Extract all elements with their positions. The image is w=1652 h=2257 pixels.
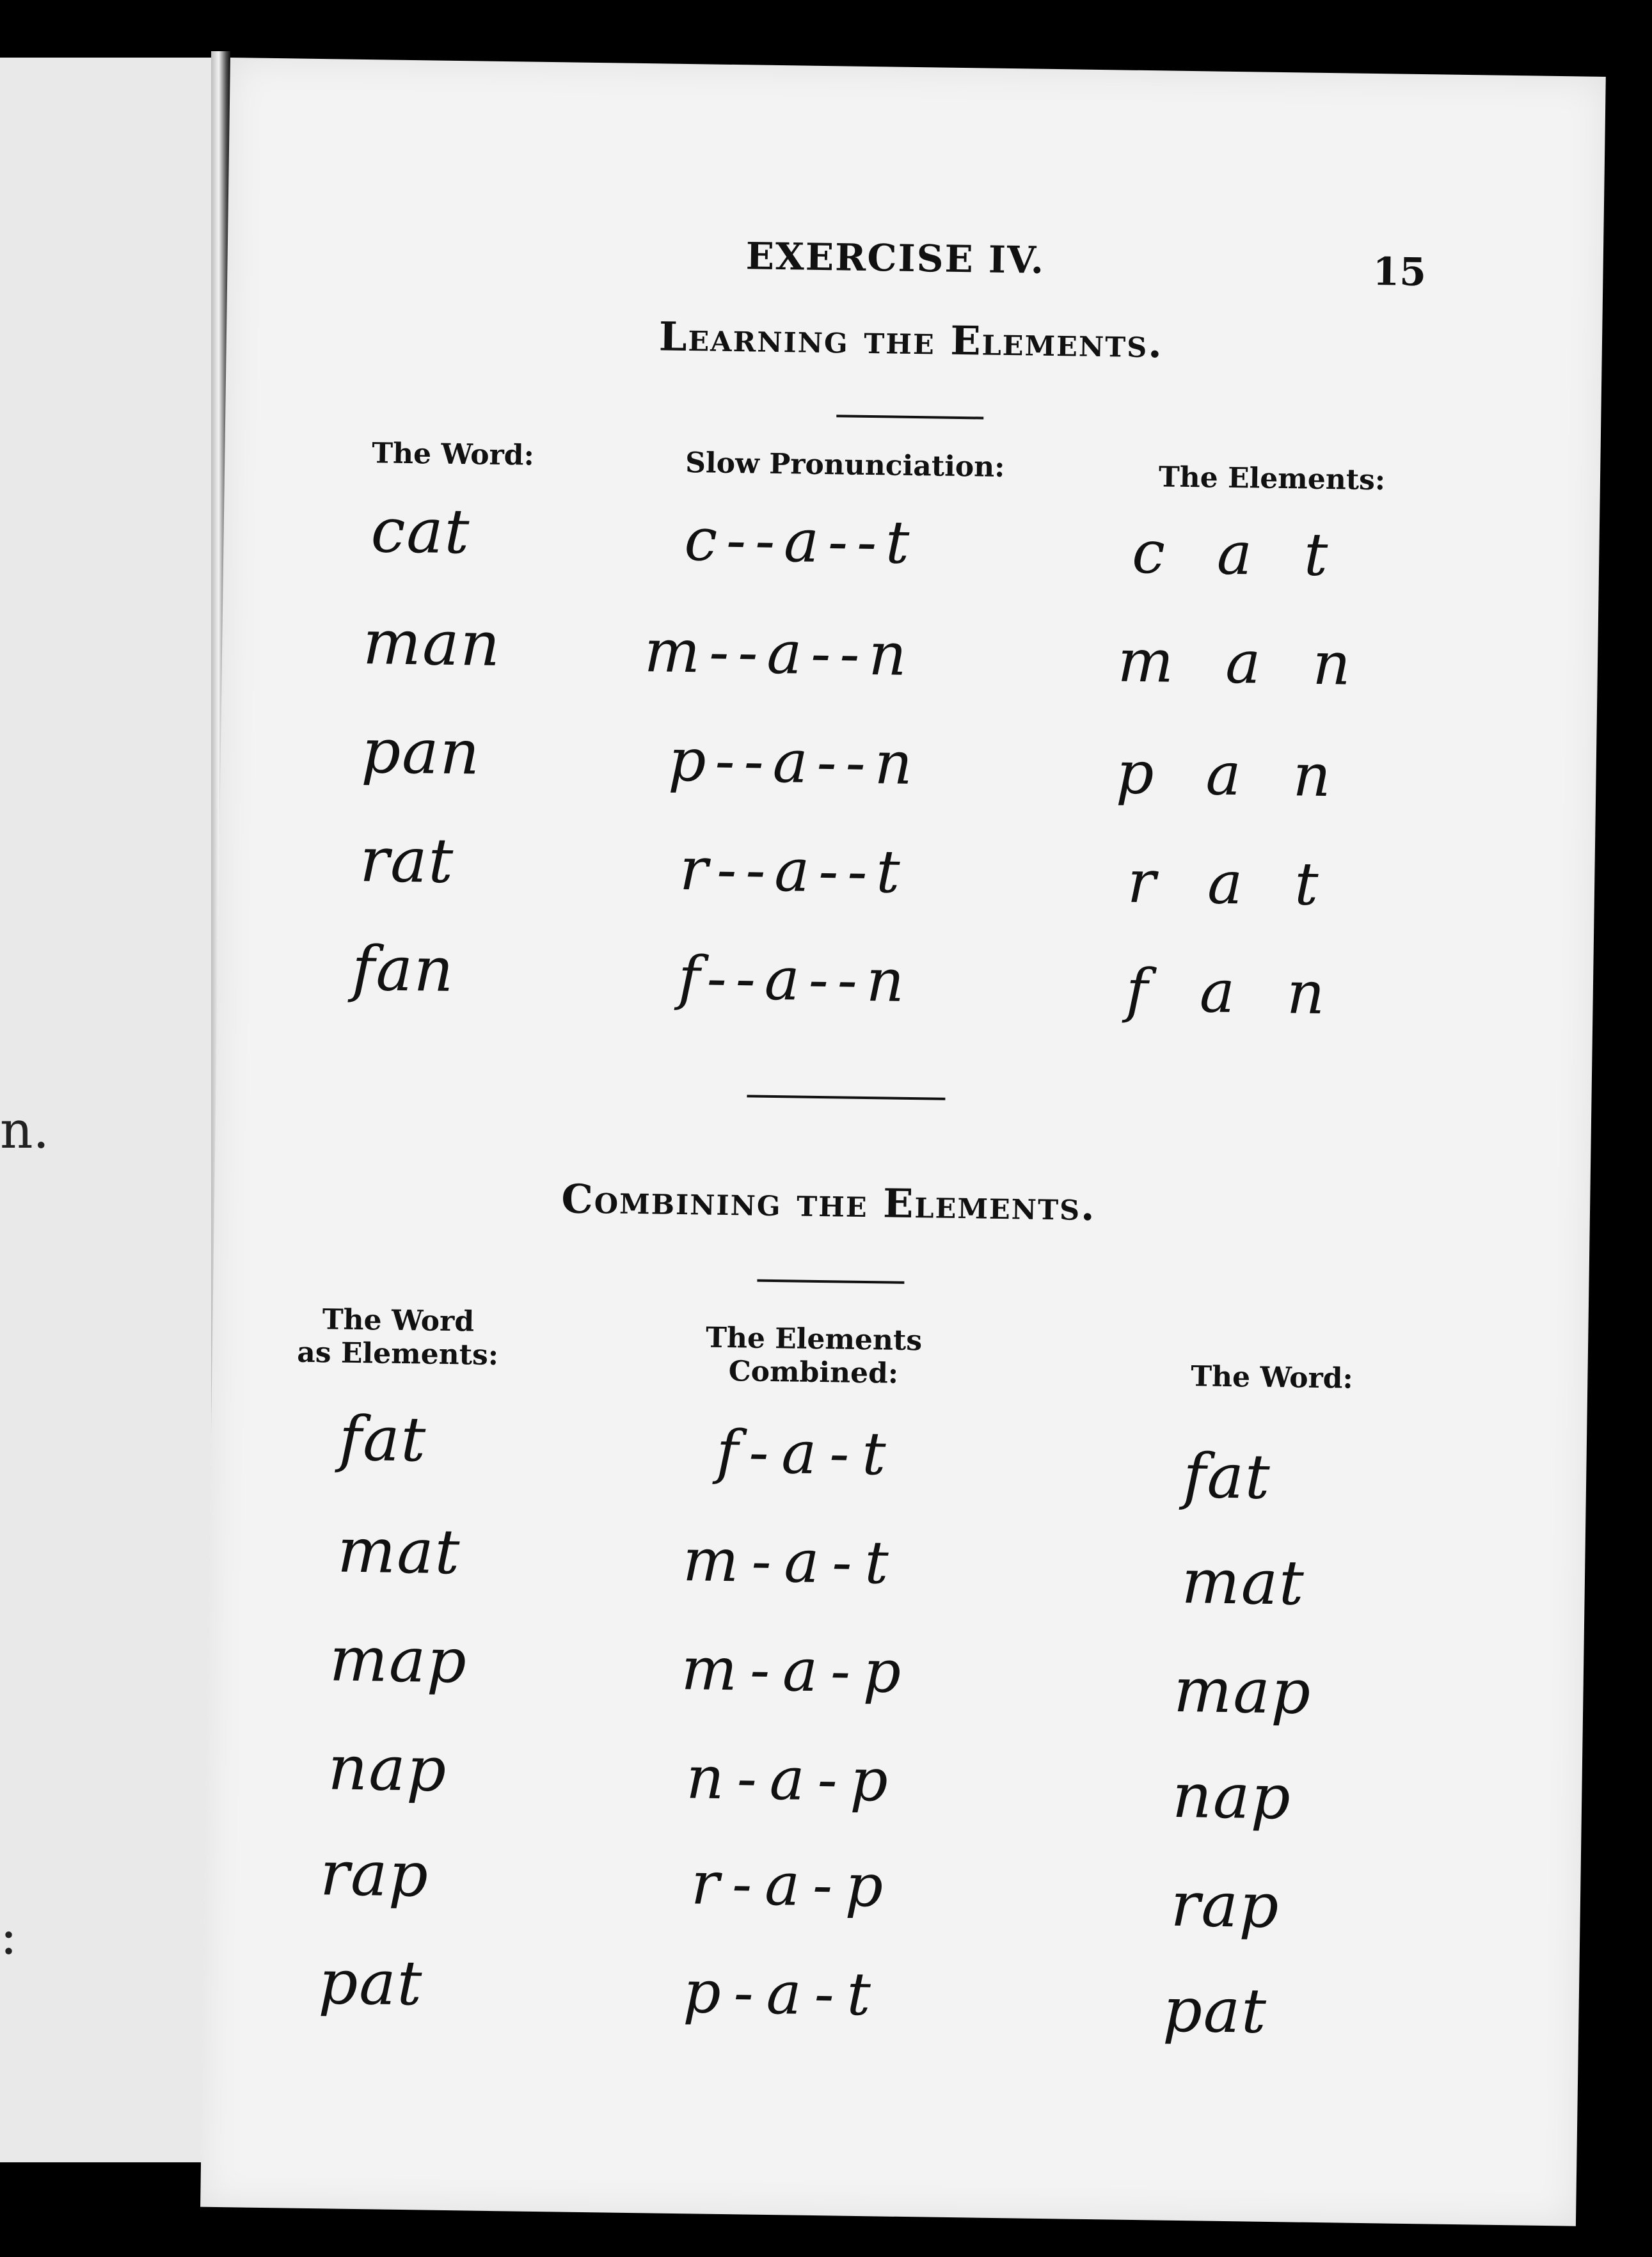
column-header-word: The Word: xyxy=(1191,1360,1354,1395)
column-header-word-as-elements xyxy=(297,1303,499,1372)
elements-cell: f a n xyxy=(1125,956,1330,1028)
elements-cell: r a t xyxy=(1127,847,1323,919)
column-header-line: The Word xyxy=(322,1303,475,1338)
column-header-slow-pronunciation: Slow Pronunciation: xyxy=(685,446,1005,484)
slow-pronunciation-cell: f--a--n xyxy=(678,943,914,1016)
left-page-text-fragment: n. xyxy=(0,1100,49,1160)
elements-combined-cell: p-a-t xyxy=(683,1958,884,2029)
exercise-title: EXERCISE IV. xyxy=(745,234,1045,282)
word-cell: nap xyxy=(1171,1759,1292,1833)
section-divider-rule xyxy=(747,1095,945,1100)
column-header-line: The Elements xyxy=(705,1321,923,1358)
word-cell: pan xyxy=(361,715,482,789)
word-cell: rap xyxy=(1170,1868,1281,1942)
word-as-elements-cell: map xyxy=(329,1623,468,1697)
word-cell: cat xyxy=(370,495,472,568)
slow-pronunciation-cell: p--a--n xyxy=(667,725,922,798)
column-header-line: Combined: xyxy=(728,1355,899,1390)
section-title-learning: Learning the Elements. xyxy=(658,313,1164,367)
elements-combined-cell: m-a-p xyxy=(681,1635,914,1707)
section-title-combining: Combining the Elements. xyxy=(560,1175,1097,1230)
elements-cell: m a n xyxy=(1117,626,1355,699)
title-rule xyxy=(836,415,983,419)
word-as-elements-cell: mat xyxy=(337,1514,462,1588)
elements-combined-cell: n-a-p xyxy=(685,1743,901,1815)
word-cell: pat xyxy=(1162,1974,1268,2047)
word-as-elements-cell: rap xyxy=(319,1837,430,1911)
word-cell: fan xyxy=(351,932,456,1006)
elements-cell: p a n xyxy=(1115,738,1335,811)
elements-cell: c a t xyxy=(1131,518,1332,590)
word-cell: map xyxy=(1173,1654,1312,1728)
page-number: 15 xyxy=(1372,249,1427,296)
word-cell: rat xyxy=(359,823,455,898)
slow-pronunciation-cell: c--a--t xyxy=(683,505,919,578)
column-header-elements: The Elements: xyxy=(1158,461,1386,497)
left-page-text-fragment: : xyxy=(0,1906,17,1966)
word-as-elements-cell: fat xyxy=(338,1402,427,1476)
word-as-elements-cell: pat xyxy=(318,1946,424,2020)
column-header-word: The Word: xyxy=(372,437,535,472)
slow-pronunciation-cell: r--a--t xyxy=(679,834,910,907)
word-as-elements-cell: nap xyxy=(327,1732,448,1805)
slow-pronunciation-cell: m--a--n xyxy=(644,617,916,690)
title-rule xyxy=(757,1279,904,1284)
elements-combined-cell: m-a-t xyxy=(682,1526,902,1597)
column-header-elements-combined xyxy=(705,1322,922,1391)
word-cell: mat xyxy=(1181,1545,1306,1619)
elements-combined-cell: f-a-t xyxy=(715,1417,900,1489)
word-cell: man xyxy=(362,606,502,680)
elements-combined-cell: r-a-p xyxy=(690,1849,896,1920)
word-cell: fat xyxy=(1182,1440,1272,1513)
column-header-line: as Elements: xyxy=(297,1336,499,1372)
left-page-fragment xyxy=(0,58,211,2162)
book-page xyxy=(200,58,1606,2226)
